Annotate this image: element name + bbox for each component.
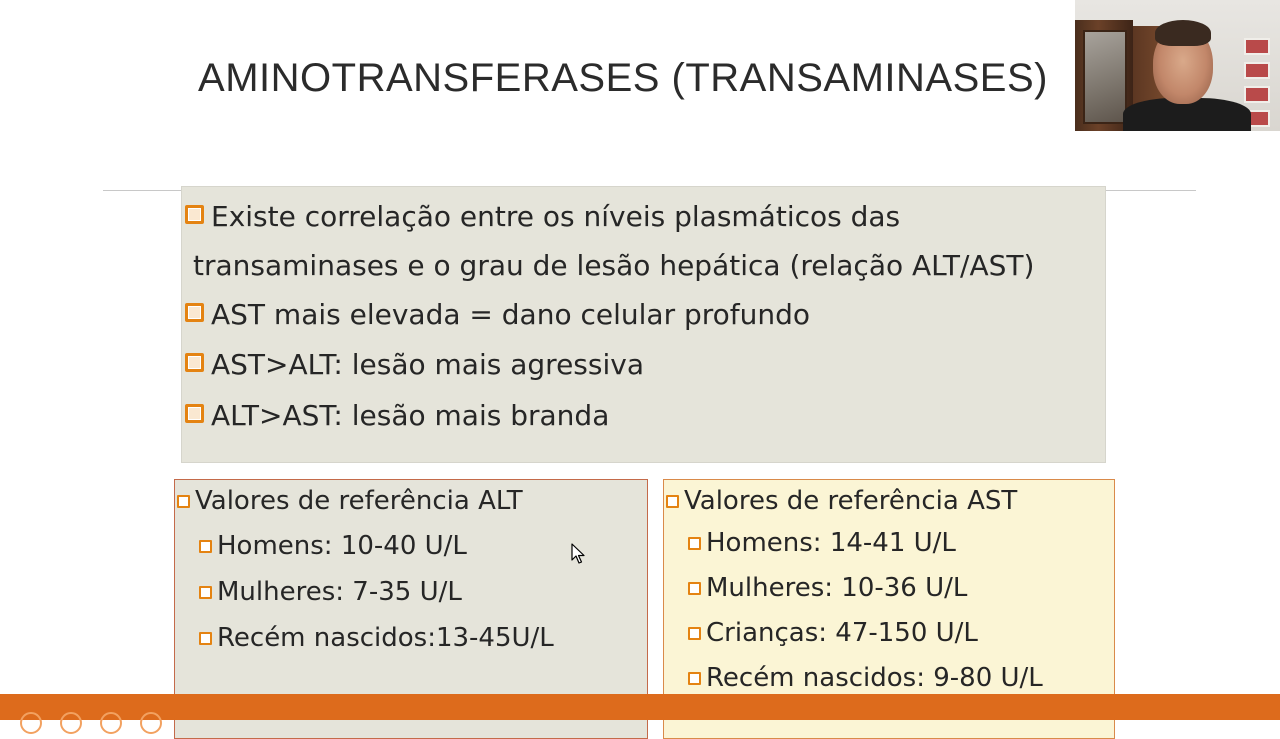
- slide-title: AMINOTRANSFERASES (TRANSAMINASES): [198, 56, 1048, 100]
- checkbox-square-icon: [185, 205, 204, 224]
- checkbox-square-icon: [177, 495, 190, 508]
- ast-item-text: Mulheres: 10-36 U/L: [706, 573, 968, 603]
- alt-reference-item: [199, 621, 554, 655]
- checkbox-square-icon: [688, 627, 701, 640]
- footer-circle-decoration: [140, 712, 162, 734]
- checkbox-square-icon: [185, 303, 204, 322]
- alt-reference-item: [199, 575, 462, 609]
- presenter-hair: [1155, 20, 1211, 46]
- bullet-item: [185, 297, 810, 333]
- checkbox-square-icon: [199, 540, 212, 553]
- webcam-photo-frame: [1244, 62, 1270, 79]
- alt-item-text: Mulheres: 7-35 U/L: [217, 577, 462, 607]
- main-content-box: [181, 186, 1106, 463]
- checkbox-square-icon: [199, 632, 212, 645]
- alt-reference-item: [199, 529, 467, 563]
- checkbox-square-icon: [688, 582, 701, 595]
- bullet-text: AST mais elevada = dano celular profundo: [211, 298, 811, 331]
- bullet-continuation: transaminases e o grau de lesão hepática (relação ALT/AST): [193, 249, 1035, 282]
- bullet-item: [185, 347, 644, 383]
- ast-reference-item: [688, 526, 956, 560]
- bullet-item: [185, 398, 609, 434]
- ast-heading-text: Valores de referência AST: [684, 486, 1018, 516]
- checkbox-square-icon: [185, 353, 204, 372]
- checkbox-square-icon: [688, 672, 701, 685]
- ast-reference-item: [688, 616, 978, 650]
- ast-item-text: Crianças: 47-150 U/L: [706, 618, 978, 648]
- ast-item-text: Homens: 14-41 U/L: [706, 528, 956, 558]
- bullet-text: Existe correlação entre os níveis plasmáticos das: [211, 200, 901, 233]
- webcam-cabinet-glass: [1083, 30, 1127, 124]
- bullet-text: AST>ALT: lesão mais agressiva: [211, 348, 644, 381]
- checkbox-square-icon: [688, 537, 701, 550]
- bullet-text: ALT>AST: lesão mais branda: [211, 399, 610, 432]
- alt-heading-text: Valores de referência ALT: [195, 486, 523, 516]
- checkbox-square-icon: [666, 495, 679, 508]
- ast-reference-heading: [666, 484, 1017, 518]
- alt-reference-heading: [177, 484, 523, 518]
- bullet-item: [185, 199, 900, 235]
- alt-item-text: Recém nascidos:13-45U/L: [217, 623, 554, 653]
- ast-reference-item: [688, 661, 1043, 695]
- checkbox-square-icon: [199, 586, 212, 599]
- checkbox-square-icon: [185, 404, 204, 423]
- webcam-photo-frame: [1244, 38, 1270, 55]
- webcam-overlay: [1075, 0, 1280, 131]
- webcam-photo-frame: [1244, 86, 1270, 103]
- footer-circle-decoration: [100, 712, 122, 734]
- ast-reference-item: [688, 571, 967, 605]
- alt-item-text: Homens: 10-40 U/L: [217, 531, 467, 561]
- footer-accent-bar: [0, 694, 1280, 720]
- ast-item-text: Recém nascidos: 9-80 U/L: [706, 663, 1043, 693]
- footer-circle-decoration: [60, 712, 82, 734]
- footer-circle-decoration: [20, 712, 42, 734]
- mouse-cursor-icon: [571, 543, 585, 565]
